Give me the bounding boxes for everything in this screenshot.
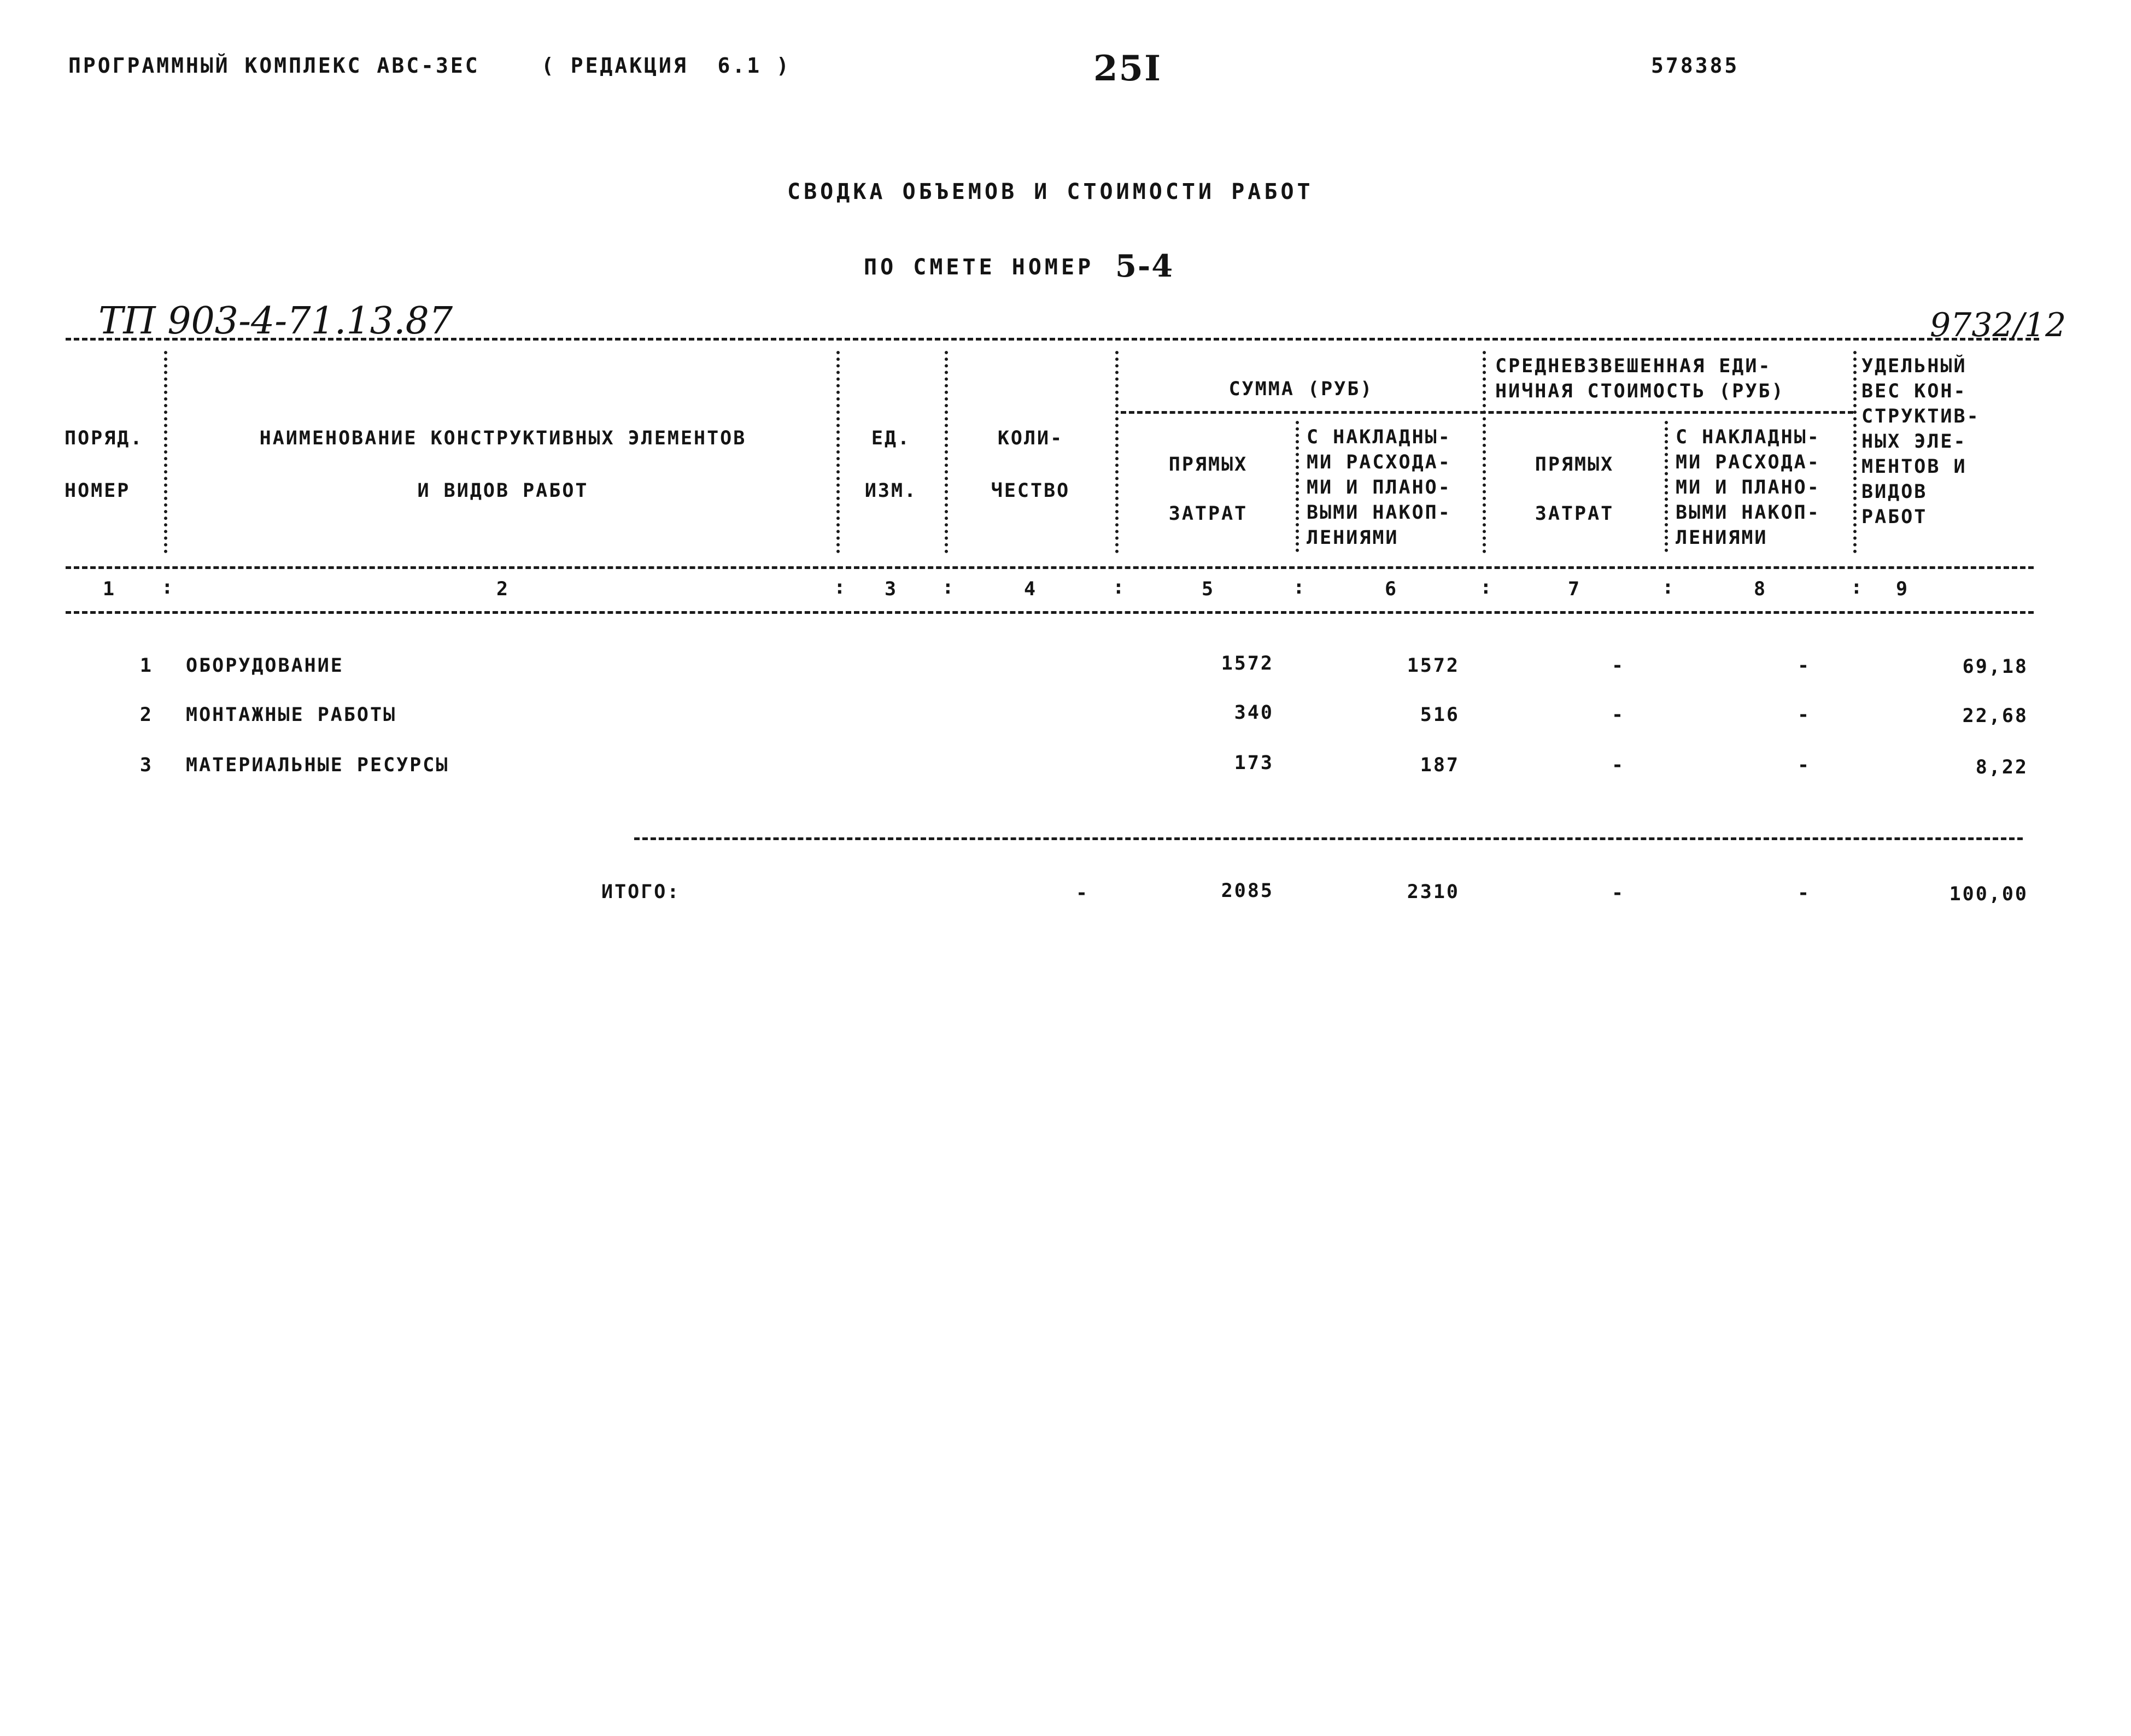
row-name: МОНТАЖНЫЕ РАБОТЫ xyxy=(186,704,397,726)
row-direct-cost: 173 xyxy=(1234,752,1274,774)
total-overhead-cost: 2310 xyxy=(1407,881,1460,903)
header-col1-line2: НОМЕР xyxy=(65,480,131,502)
header-col6-line2: МИ РАСХОДА- xyxy=(1307,451,1451,473)
total-direct-cost: 2085 xyxy=(1221,880,1274,902)
handwritten-project-code: ТП 903-4-71.13.87 xyxy=(98,300,453,343)
header-col8-line4: ВЫМИ НАКОП- xyxy=(1676,502,1820,524)
col-sep-1 xyxy=(164,351,167,553)
colnum-sep: : xyxy=(1480,576,1492,599)
column-number-9: 9 xyxy=(1895,578,1910,600)
estimate-number: 5-4 xyxy=(1115,248,1174,284)
row-direct-cost: 340 xyxy=(1234,702,1274,724)
program-name: ПРОГРАММНЫЙ КОМПЛЕКС АВС-ЗЕС xyxy=(68,54,480,78)
header-col4-line2: ЧЕСТВО xyxy=(991,480,1070,502)
row-number: 1 xyxy=(139,655,153,677)
col-sep-4 xyxy=(1115,351,1119,553)
header-col3-line2: ИЗМ. xyxy=(864,480,918,502)
row-share: 8,22 xyxy=(1975,756,2028,778)
handwritten-sheet-number: 9732/12 xyxy=(1930,306,2066,344)
colnum-sep: : xyxy=(1113,576,1125,599)
group-sub-rule xyxy=(1121,411,1853,414)
header-col4-line1: КОЛИ- xyxy=(997,427,1064,449)
colnum-sep: : xyxy=(1293,576,1305,599)
column-number-5: 5 xyxy=(1201,578,1215,600)
header-col8-line5: ЛЕНИЯМИ xyxy=(1676,527,1768,549)
row-avg-direct: - xyxy=(1611,754,1625,776)
column-number-8: 8 xyxy=(1753,578,1767,600)
total-rule xyxy=(634,837,2023,840)
header-col9-line3: СТРУКТИВ- xyxy=(1861,406,1980,427)
row-overhead-cost: 1572 xyxy=(1407,655,1460,677)
header-col3-line1: ЕД. xyxy=(871,427,911,449)
row-avg-direct: - xyxy=(1611,704,1625,726)
header-group-average-line1: СРЕДНЕВЗВЕШЕННАЯ ЕДИ- xyxy=(1495,355,1772,377)
column-number-1: 1 xyxy=(102,578,116,600)
header-col9-line5: МЕНТОВ И xyxy=(1861,456,1967,478)
edition-label: ( РЕДАКЦИЯ 6.1 ) xyxy=(541,54,791,78)
header-col9-line2: ВЕС КОН- xyxy=(1861,380,1967,402)
summary-title: СВОДКА ОБЪЕМОВ И СТОИМОСТИ РАБОТ xyxy=(787,179,1314,204)
header-col6-line1: С НАКЛАДНЫ- xyxy=(1307,426,1451,448)
header-col6-line3: МИ И ПЛАНО- xyxy=(1307,477,1451,498)
col-sep-5 xyxy=(1296,421,1299,552)
header-col7-line2: ЗАТРАТ xyxy=(1535,503,1614,525)
row-name: ОБОРУДОВАНИЕ xyxy=(186,655,344,677)
column-number-3: 3 xyxy=(884,578,898,600)
header-col5-line2: ЗАТРАТ xyxy=(1168,503,1248,525)
total-avg-overhead: - xyxy=(1797,882,1811,904)
header-group-average-line2: НИЧНАЯ СТОИМОСТЬ (РУБ) xyxy=(1495,380,1785,402)
colnum-sep: : xyxy=(1851,576,1863,599)
row-number: 2 xyxy=(139,704,153,726)
header-col8-line1: С НАКЛАДНЫ- xyxy=(1676,426,1820,448)
col-sep-3 xyxy=(945,351,948,553)
row-share: 69,18 xyxy=(1962,656,2028,678)
header-col9-line6: ВИДОВ xyxy=(1861,481,1928,503)
total-share: 100,00 xyxy=(1949,883,2028,905)
header-col2-line1: НАИМЕНОВАНИЕ КОНСТРУКТИВНЫХ ЭЛЕМЕНТОВ xyxy=(259,427,747,449)
header-col9-line7: РАБОТ xyxy=(1861,506,1928,528)
row-avg-overhead: - xyxy=(1797,704,1811,726)
header-col2-line2: И ВИДОВ РАБОТ xyxy=(417,480,589,502)
header-col6-line5: ЛЕНИЯМИ xyxy=(1307,527,1399,549)
header-col8-line3: МИ И ПЛАНО- xyxy=(1676,477,1820,498)
row-number: 3 xyxy=(139,754,153,776)
document-code: 578385 xyxy=(1651,54,1740,78)
row-avg-overhead: - xyxy=(1797,655,1811,677)
table-top-rule xyxy=(66,338,2039,341)
row-overhead-cost: 516 xyxy=(1420,704,1460,726)
total-label: ИТОГО: xyxy=(601,881,681,903)
column-number-7: 7 xyxy=(1567,578,1582,600)
row-share: 22,68 xyxy=(1962,705,2028,727)
header-col5-line1: ПРЯМЫХ xyxy=(1168,454,1248,476)
col-sep-8 xyxy=(1853,351,1857,553)
row-direct-cost: 1572 xyxy=(1221,653,1274,675)
colnum-sep: : xyxy=(834,576,846,599)
header-col6-line4: ВЫМИ НАКОП- xyxy=(1307,502,1451,524)
header-col9-line4: НЫХ ЭЛЕ- xyxy=(1861,431,1967,453)
header-col9-line1: УДЕЛЬНЫЙ xyxy=(1861,355,1967,377)
header-bottom-rule xyxy=(66,566,2034,569)
col-sep-7 xyxy=(1665,421,1668,552)
row-avg-overhead: - xyxy=(1797,754,1811,776)
total-quantity: - xyxy=(1075,882,1090,904)
total-avg-direct: - xyxy=(1611,882,1625,904)
colnum-sep: : xyxy=(161,576,173,599)
column-number-4: 4 xyxy=(1023,578,1038,600)
header-group-sum: СУММА (РУБ) xyxy=(1228,378,1374,400)
header-col1-line1: ПОРЯД. xyxy=(65,427,144,449)
colnum-bottom-rule xyxy=(66,611,2034,614)
header-col7-line1: ПРЯМЫХ xyxy=(1535,454,1614,476)
colnum-sep: : xyxy=(1662,576,1674,599)
estimate-label: ПО СМЕТЕ НОМЕР xyxy=(864,255,1094,280)
column-number-6: 6 xyxy=(1384,578,1398,600)
colnum-sep: : xyxy=(942,576,954,599)
header-col8-line2: МИ РАСХОДА- xyxy=(1676,451,1820,473)
row-avg-direct: - xyxy=(1611,655,1625,677)
page-number: 25I xyxy=(1093,48,1162,89)
col-sep-6 xyxy=(1483,351,1486,553)
col-sep-2 xyxy=(836,351,840,553)
row-overhead-cost: 187 xyxy=(1420,754,1460,776)
row-name: МАТЕРИАЛЬНЫЕ РЕСУРСЫ xyxy=(186,754,449,776)
column-number-2: 2 xyxy=(496,578,510,600)
